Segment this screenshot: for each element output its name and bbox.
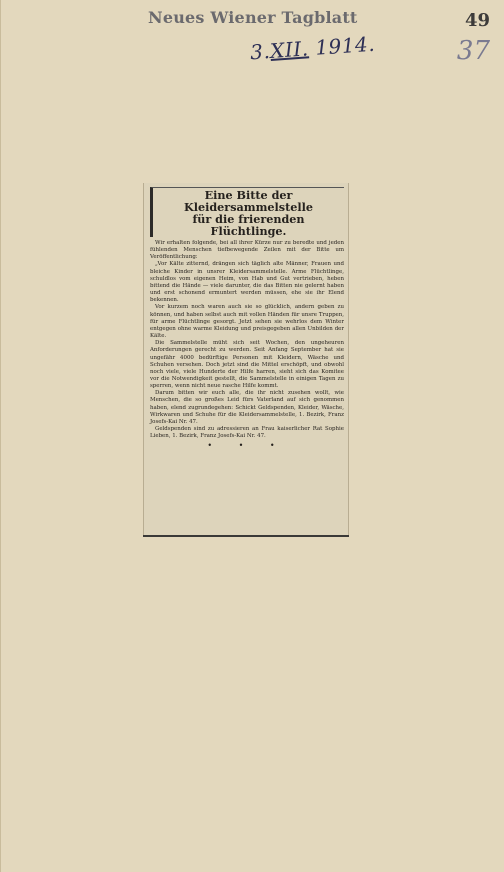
article-headline [150, 187, 344, 237]
handwritten-date-month: XII. [269, 36, 310, 63]
article-paragraph: „Vor Kälte zitternd, drängen sich täglich alte Männer, Frauen und bleiche Kinder in unsrer Kleidersammelstelle. Arme Flüchtlinge, schuldlos vom eigenen Heim, von Hab und Gut vertrieben, heben bittend die Hände — viele darunter, die das Bitten nie gelernt haben und erst schonend ermuntert werden müssen, ehe sie ihr Elend bekennen. [150, 261, 344, 304]
article-paragraph: Wir erhalten folgende, bei all ihrer Kürze nur zu beredte und jeden fühlenden Menschen tiefbewegende Zeilen mit der Bitte um Veröffentlichung: [150, 240, 344, 261]
headline-line-2: für die frierenden Flüchtlinge. [192, 212, 305, 238]
handwritten-number: 37 [456, 36, 490, 66]
handwritten-date [249, 32, 375, 65]
newspaper-source-stamp: Neues Wiener Tagblatt [148, 8, 358, 27]
page-number: 49 [464, 10, 490, 31]
article-body [150, 240, 344, 440]
clipping-bottom-rule [143, 535, 349, 537]
article-paragraph: Die Sammelstelle müht sich seit Wochen, den ungeheuren Anforderungen gerecht zu werden. Seit Anfang September hat sie ungefähr 4000 bedürftige Personen mit Kleidern, Wäsche und Schuhen versehen. Doch jetzt sind die Mittel erschöpft, und obwohl noch viele, viele Hunderte der Hilfe harren, sieht sich das Komitee vor die Notwendigkeit gestellt, die Sammelstelle in einigen Tagen zu sperren, wenn nicht neue rasche Hilfe kommt. [150, 340, 344, 390]
article-paragraph: Darum bitten wir euch alle, die ihr nicht zusehen wollt, wie Menschen, die so großes Leid fürs Vaterland auf sich genommen haben, elend zugrundegehen: Schickt Geldspenden, Kleider, Wäsche, Wirkwaren und Schuhe für die Kleidersammelstelle, 1. Bezirk, Franz Josefs-Kai Nr. 47. [150, 390, 344, 425]
article-ornament: • • • [207, 441, 287, 451]
handwritten-date-day: 3. [249, 38, 272, 65]
article-paragraph: Geldspenden sind zu adressieren an Frau kaiserlicher Rat Sophie Lieben, 1. Bezirk, Franz Josefs-Kai Nr. 47. [150, 426, 344, 440]
newspaper-clipping [143, 183, 349, 537]
article-paragraph: Vor kurzem noch waren auch sie so glücklich, andern geben zu können, und haben selbst auch mit vollen Händen für unsre Truppen, für arme Flüchtlinge gesorgt. Jetzt sehen sie wehrlos dem Winter entgegen ohne warme Kleidung und preisgegeben allen Unbilden der Kälte. [150, 304, 344, 340]
handwritten-date-year: 1914. [314, 31, 376, 60]
headline-line-1: Eine Bitte der Kleidersammelstelle [184, 188, 313, 214]
